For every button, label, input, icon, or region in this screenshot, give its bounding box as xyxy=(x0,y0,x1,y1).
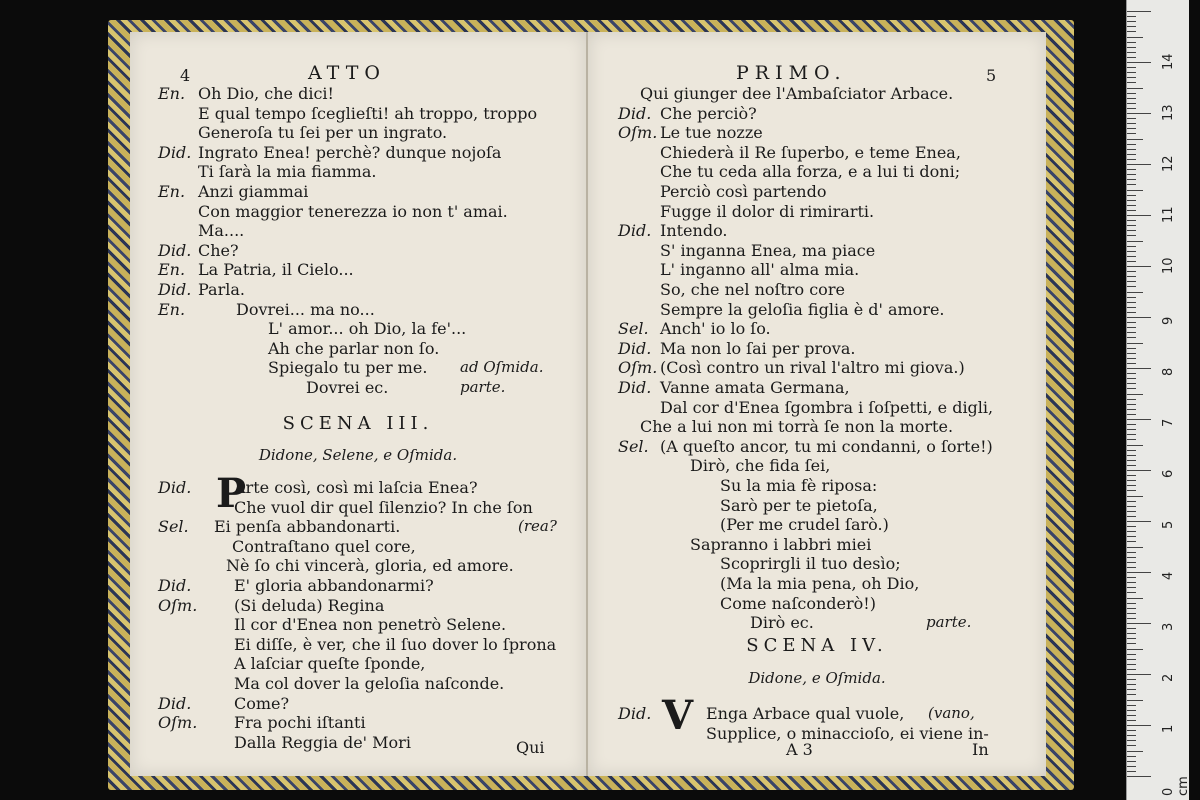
catchword: In xyxy=(972,740,989,759)
speaker-label: En. xyxy=(158,260,186,280)
running-header: ATTO xyxy=(308,62,386,84)
verse-line: Arte così, così mi laſcia Enea? xyxy=(234,478,478,497)
verse-line: Dovrei ec. xyxy=(306,378,389,397)
ruler-tick xyxy=(1127,598,1143,599)
ruler-tick xyxy=(1127,541,1136,542)
ruler-label: 0 cm xyxy=(1161,776,1191,796)
ruler-tick xyxy=(1127,761,1136,762)
verse-line: Anch' io lo ſo. xyxy=(660,319,771,339)
ruler-tick xyxy=(1127,603,1136,604)
catchword: Qui xyxy=(516,738,545,757)
verse-line: S' inganna Enea, ma piace xyxy=(660,240,876,260)
speaker-label: Did. xyxy=(618,338,652,358)
ruler-tick xyxy=(1127,246,1136,247)
ruler-label: 10 xyxy=(1161,257,1176,274)
ruler-tick xyxy=(1127,220,1136,221)
ruler-tick xyxy=(1127,725,1151,726)
verse-line: (Si deluda) Regina xyxy=(234,595,385,615)
ruler-tick xyxy=(1127,506,1136,507)
ruler-tick xyxy=(1127,776,1151,777)
ruler-tick xyxy=(1127,669,1136,670)
ruler-tick xyxy=(1127,266,1151,267)
ruler-tick xyxy=(1127,587,1136,588)
verse-line: Spiegalo tu per me. xyxy=(268,358,428,378)
ruler-tick xyxy=(1127,343,1143,344)
ruler-tick xyxy=(1127,368,1151,369)
verse-line: La Patria, il Cielo... xyxy=(198,260,354,280)
ruler-tick xyxy=(1127,465,1136,466)
ruler-tick xyxy=(1127,108,1136,109)
ruler-tick xyxy=(1127,480,1136,481)
verse-line: Parla. xyxy=(198,280,245,299)
ruler-label: 3 xyxy=(1161,622,1176,631)
ruler-tick xyxy=(1127,511,1136,512)
ruler-tick xyxy=(1127,113,1151,114)
stage-direction: (rea? xyxy=(518,517,557,536)
ruler-tick xyxy=(1127,419,1151,420)
ruler-tick xyxy=(1127,766,1136,767)
ruler-tick xyxy=(1127,251,1136,252)
page-number: 5 xyxy=(986,66,997,85)
ruler-tick xyxy=(1127,378,1136,379)
verse-line: Con maggior tenerezza io non t' amai. xyxy=(198,201,508,221)
right-page xyxy=(588,32,1046,776)
verse-line: Intendo. xyxy=(660,221,728,241)
verse-line: (Ma la mia pena, oh Dio, xyxy=(720,574,920,593)
verse-line: Vanne amata Germana, xyxy=(660,378,850,397)
verse-line: Ei penſa abbandonarti. xyxy=(214,517,401,537)
ruler-tick xyxy=(1127,88,1143,89)
ruler-tick xyxy=(1127,679,1136,680)
verse-line: Dal cor d'Enea ſgombra i ſoſpetti, e digli, xyxy=(660,397,994,417)
ruler-tick xyxy=(1127,128,1136,129)
ruler-tick xyxy=(1127,322,1136,323)
ruler-tick xyxy=(1127,21,1136,22)
verse-line: Come? xyxy=(234,693,290,713)
scene-heading: SCENA III. xyxy=(282,413,434,434)
verse-line: Scoprirgli il tuo desìo; xyxy=(720,554,901,574)
ruler-tick xyxy=(1127,745,1136,746)
verse-line: Su la mia fè riposa: xyxy=(720,476,878,495)
speaker-label: Oſm. xyxy=(618,358,658,378)
ruler-tick xyxy=(1127,445,1143,446)
speaker-label: En. xyxy=(158,182,186,201)
verse-line: Come naſconderò!) xyxy=(720,593,876,613)
ruler-tick xyxy=(1127,562,1136,563)
ruler-tick xyxy=(1127,144,1136,145)
verse-line: Supplice, o minaccioſo, ei viene in- xyxy=(706,723,989,743)
speaker-label: Oſm. xyxy=(158,713,198,733)
ruler-tick xyxy=(1127,674,1151,675)
verse-line: Che vuol dir quel ſilenzio? In che ſon xyxy=(234,497,533,517)
speaker-label: Did. xyxy=(618,221,652,241)
verse-line: L' inganno all' alma mia. xyxy=(660,260,860,280)
verse-line: So, che nel noſtro core xyxy=(660,280,845,299)
ruler-tick xyxy=(1127,276,1136,277)
signature-mark: A 3 xyxy=(786,740,813,759)
drop-cap: V xyxy=(662,692,694,739)
ruler-label: 1 xyxy=(1161,724,1176,733)
ruler-tick xyxy=(1127,633,1136,634)
ruler-tick xyxy=(1127,715,1136,716)
ruler-tick xyxy=(1127,582,1136,583)
ruler-tick xyxy=(1127,149,1136,150)
ruler-tick xyxy=(1127,363,1136,364)
ruler-tick xyxy=(1127,735,1136,736)
ruler-tick xyxy=(1127,572,1151,573)
verse-line: Fra pochi iſtanti xyxy=(234,713,366,733)
ruler-tick xyxy=(1127,490,1136,491)
ruler-tick xyxy=(1127,11,1151,12)
ruler-tick xyxy=(1127,210,1136,211)
verse-line: Oh Dio, che dici! xyxy=(198,84,334,103)
verse-line: Generoſa tu ſei per un ingrato. xyxy=(198,123,448,143)
ruler-tick xyxy=(1127,694,1136,695)
stage-direction: parte. xyxy=(926,613,972,632)
ruler-label: 5 xyxy=(1161,520,1176,529)
speaker-label: Did. xyxy=(618,103,652,123)
ruler-tick xyxy=(1127,57,1136,58)
ruler-tick xyxy=(1127,649,1143,650)
ruler-tick xyxy=(1127,337,1136,338)
ruler-label: 12 xyxy=(1161,155,1176,172)
ruler-tick xyxy=(1127,552,1136,553)
ruler-tick xyxy=(1127,16,1136,17)
ruler-tick xyxy=(1127,710,1136,711)
ruler-tick xyxy=(1127,190,1143,191)
ruler-tick xyxy=(1127,394,1143,395)
ruler-tick xyxy=(1127,174,1136,175)
verse-line: Ingrato Enea! perchè? dunque nojoſa xyxy=(198,142,502,162)
ruler-tick xyxy=(1127,26,1136,27)
verse-line: (Per me crudel ſarò.) xyxy=(720,515,889,535)
verse-line: Perciò così partendo xyxy=(660,182,827,201)
ruler-label: 6 xyxy=(1161,469,1176,478)
speaker-label: Did. xyxy=(158,693,192,713)
verse-line: Qui giunger dee l'Ambaſciator Arbace. xyxy=(640,84,954,103)
ruler-label: 14 xyxy=(1161,53,1176,70)
speaker-label: Oſm. xyxy=(618,123,658,143)
verse-line: Che? xyxy=(198,240,239,260)
speaker-label: Did. xyxy=(618,378,652,397)
ruler-tick xyxy=(1127,103,1136,104)
ruler-tick xyxy=(1127,281,1136,282)
ruler-tick xyxy=(1127,531,1136,532)
ruler-tick xyxy=(1127,608,1136,609)
verse-line: Le tue nozze xyxy=(660,123,763,143)
ruler-label: 11 xyxy=(1161,206,1176,223)
ruler-tick xyxy=(1127,271,1136,272)
ruler-tick xyxy=(1127,307,1136,308)
speaker-label: Oſm. xyxy=(158,595,198,615)
ruler-tick xyxy=(1127,159,1136,160)
ruler-tick xyxy=(1127,409,1136,410)
ruler-tick xyxy=(1127,414,1136,415)
ruler-tick xyxy=(1127,47,1136,48)
ruler-tick xyxy=(1127,720,1136,721)
verse-line: Che tu ceda alla forza, e a lui ti doni; xyxy=(660,162,961,182)
verse-line: E qual tempo ſceglieſti! ah troppo, troppo xyxy=(198,103,538,123)
ruler-tick xyxy=(1127,705,1136,706)
verse-line: Che perciò? xyxy=(660,103,757,123)
ruler-tick xyxy=(1127,638,1136,639)
ruler-tick xyxy=(1127,230,1136,231)
ruler-tick xyxy=(1127,302,1136,303)
ruler-label: 2 xyxy=(1161,673,1176,682)
ruler-tick xyxy=(1127,501,1136,502)
ruler-tick xyxy=(1127,399,1136,400)
verse-line: Dirò ec. xyxy=(750,613,814,633)
page-number: 4 xyxy=(180,66,191,85)
ruler-tick xyxy=(1127,179,1136,180)
verse-line: Ti ſarà la mia fiamma. xyxy=(198,162,377,182)
ruler-tick xyxy=(1127,286,1136,287)
speaker-label: Sel. xyxy=(618,319,649,339)
verse-line: Anzi giammai xyxy=(198,182,309,201)
verse-line: Il cor d'Enea non penetrò Selene. xyxy=(234,615,507,635)
ruler-tick xyxy=(1127,241,1143,242)
ruler-tick xyxy=(1127,485,1136,486)
ruler-tick xyxy=(1127,348,1136,349)
ruler-tick xyxy=(1127,664,1136,665)
speaker-label: En. xyxy=(158,84,186,103)
verse-line: Ma col dover la geloſia naſconde. xyxy=(234,674,505,693)
verse-line: L' amor... oh Dio, la fe'... xyxy=(268,319,467,339)
ruler-tick xyxy=(1127,98,1136,99)
ruler-tick xyxy=(1127,460,1136,461)
ruler-tick xyxy=(1127,82,1136,83)
ruler-tick xyxy=(1127,195,1136,196)
ruler-tick xyxy=(1127,184,1136,185)
verse-line: Dovrei... ma no... xyxy=(236,299,375,319)
ruler-tick xyxy=(1127,475,1136,476)
scene-cast: Didone, Selene, e Oſmida. xyxy=(258,446,458,464)
ruler-tick xyxy=(1127,730,1136,731)
ruler-tick xyxy=(1127,618,1136,619)
verse-line: Ei diſſe, è ver, che il ſuo dover lo ſprona xyxy=(234,634,557,654)
ruler-label: 13 xyxy=(1161,104,1176,121)
ruler-tick xyxy=(1127,516,1136,517)
speaker-label: Did. xyxy=(158,478,192,497)
speaker-label: Did. xyxy=(158,280,192,299)
verse-line: A laſciar queſte ſponde, xyxy=(234,654,426,674)
ruler-tick xyxy=(1127,42,1136,43)
ruler-tick xyxy=(1127,154,1136,155)
verse-line: Ma non lo ſai per prova. xyxy=(660,338,856,358)
scene-heading: SCENA IV. xyxy=(746,635,888,656)
ruler-tick xyxy=(1127,297,1136,298)
ruler-tick xyxy=(1127,740,1136,741)
verse-line: E' gloria abbandonarmi? xyxy=(234,576,434,595)
left-page xyxy=(130,32,588,776)
measurement-ruler xyxy=(1126,0,1189,800)
ruler-tick xyxy=(1127,429,1136,430)
speaker-label: Did. xyxy=(158,576,192,595)
ruler-tick xyxy=(1127,654,1136,655)
ruler-tick xyxy=(1127,659,1136,660)
ruler-tick xyxy=(1127,771,1136,772)
ruler-label: 7 xyxy=(1161,418,1176,427)
ruler-tick xyxy=(1127,450,1136,451)
ruler-label: 4 xyxy=(1161,571,1176,580)
ruler-tick xyxy=(1127,261,1136,262)
ruler-tick xyxy=(1127,31,1136,32)
speaker-label: Sel. xyxy=(158,517,189,537)
ruler-tick xyxy=(1127,404,1136,405)
ruler-tick xyxy=(1127,292,1143,293)
stage-direction: ad Oſmida. xyxy=(460,358,544,377)
ruler-tick xyxy=(1127,164,1151,165)
ruler-tick xyxy=(1127,256,1136,257)
verse-line: Fugge il dolor di rimirarti. xyxy=(660,201,875,221)
verse-line: Dalla Reggia de' Mori xyxy=(234,732,411,752)
running-header: PRIMO. xyxy=(736,62,847,84)
ruler-tick xyxy=(1127,62,1151,63)
ruler-tick xyxy=(1127,439,1136,440)
verse-line: Sempre la geloſia figlia è d' amore. xyxy=(660,299,945,319)
ruler-tick xyxy=(1127,557,1136,558)
ruler-tick xyxy=(1127,72,1136,73)
verse-line: Sapranno i labbri miei xyxy=(690,534,872,554)
ruler-label: 9 xyxy=(1161,316,1176,325)
verse-line: Enga Arbace qual vuole, xyxy=(706,704,905,723)
ruler-tick xyxy=(1127,139,1143,140)
speaker-label: Sel. xyxy=(618,436,649,456)
ruler-tick xyxy=(1127,358,1136,359)
ruler-tick xyxy=(1127,424,1136,425)
ruler-tick xyxy=(1127,332,1136,333)
ruler-tick xyxy=(1127,67,1136,68)
ruler-tick xyxy=(1127,317,1151,318)
ruler-tick xyxy=(1127,689,1136,690)
ruler-tick xyxy=(1127,577,1136,578)
ruler-tick xyxy=(1127,455,1136,456)
ruler-tick xyxy=(1127,312,1136,313)
ruler-tick xyxy=(1127,567,1136,568)
verse-line: Che a lui non mi torrà ſe non la morte. xyxy=(640,417,954,437)
ruler-tick xyxy=(1127,623,1151,624)
book xyxy=(108,20,1074,790)
ruler-tick xyxy=(1127,383,1136,384)
ruler-tick xyxy=(1127,205,1136,206)
ruler-tick xyxy=(1127,700,1143,701)
ruler-tick xyxy=(1127,547,1143,548)
ruler-tick xyxy=(1127,118,1136,119)
ruler-tick xyxy=(1127,496,1143,497)
speaker-label: Did. xyxy=(618,704,652,723)
ruler-tick xyxy=(1127,169,1136,170)
verse-line: Ma.... xyxy=(198,221,245,241)
ruler-tick xyxy=(1127,235,1136,236)
ruler-label: 8 xyxy=(1161,367,1176,376)
ruler-tick xyxy=(1127,526,1136,527)
ruler-tick xyxy=(1127,123,1136,124)
ruler-tick xyxy=(1127,470,1151,471)
ruler-tick xyxy=(1127,200,1136,201)
ruler-tick xyxy=(1127,37,1143,38)
speaker-label: En. xyxy=(158,299,186,319)
ruler-tick xyxy=(1127,52,1136,53)
ruler-tick xyxy=(1127,133,1136,134)
ruler-tick xyxy=(1127,684,1136,685)
drop-cap: P xyxy=(216,470,247,517)
ruler-tick xyxy=(1127,353,1136,354)
ruler-tick xyxy=(1127,592,1136,593)
ruler-tick xyxy=(1127,613,1136,614)
ruler-tick xyxy=(1127,628,1136,629)
stage-direction: (vano, xyxy=(928,704,975,722)
ruler-tick xyxy=(1127,756,1136,757)
scene-cast: Didone, e Oſmida. xyxy=(748,669,886,687)
speaker-label: Did. xyxy=(158,240,192,260)
ruler-tick xyxy=(1127,373,1136,374)
ruler-tick xyxy=(1127,77,1136,78)
ruler-tick xyxy=(1127,225,1136,226)
ruler-tick xyxy=(1127,327,1136,328)
ruler-tick xyxy=(1127,751,1143,752)
ruler-tick xyxy=(1127,215,1151,216)
verse-line: (A queſto ancor, tu mi condanni, o ſorte!) xyxy=(660,436,993,456)
ruler-tick xyxy=(1127,521,1151,522)
verse-line: Ah che parlar non ſo. xyxy=(268,338,440,358)
ruler-tick xyxy=(1127,434,1136,435)
speaker-label: Did. xyxy=(158,142,192,162)
verse-line: Sarò per te pietoſa, xyxy=(720,495,878,515)
ruler-tick xyxy=(1127,536,1136,537)
ruler-tick xyxy=(1127,388,1136,389)
verse-line: (Così contro un rival l'altro mi giova.) xyxy=(660,358,965,378)
verse-line: Contraſtano quel core, xyxy=(232,536,416,556)
verse-line: Chiederà il Re ſuperbo, e teme Enea, xyxy=(660,142,961,162)
verse-line: Dirò, che fida ſei, xyxy=(690,456,831,476)
stage-direction: parte. xyxy=(460,378,506,396)
verse-line: Nè ſo chi vincerà, gloria, ed amore. xyxy=(226,556,514,576)
ruler-tick xyxy=(1127,93,1136,94)
ruler-tick xyxy=(1127,643,1136,644)
